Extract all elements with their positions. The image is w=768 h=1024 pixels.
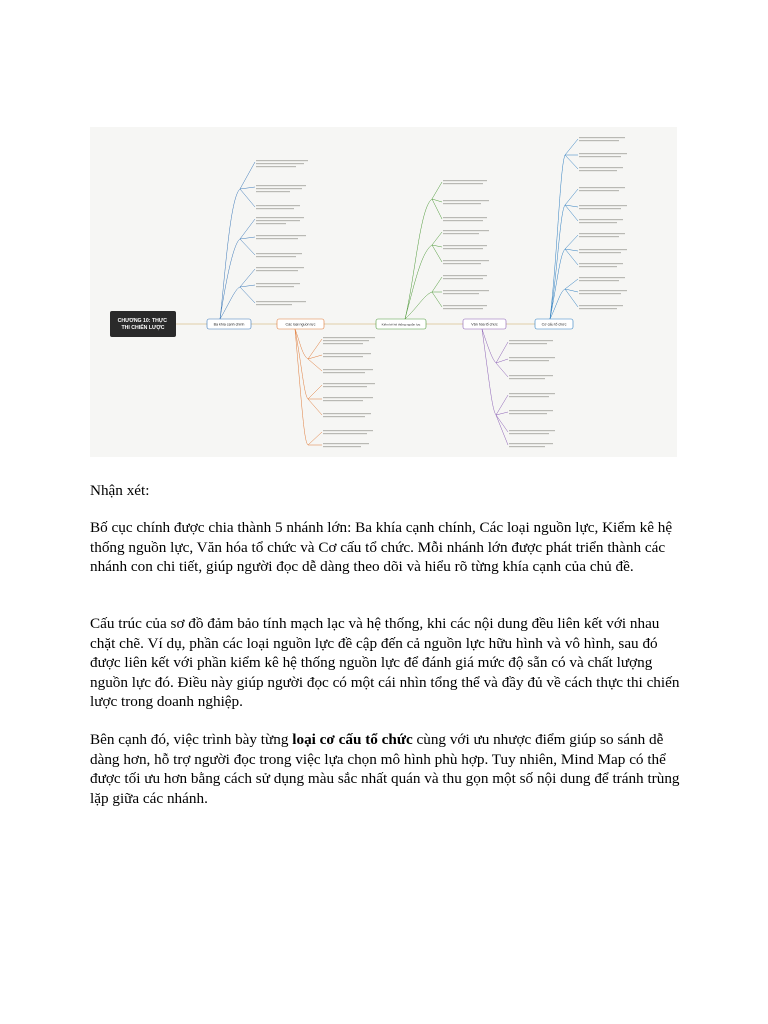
paragraph-2-text: Cấu trúc của sơ đồ đảm bảo tính mạch lạc và hệ thống, khi các nội dung đều liên kết với nhau chặt chẽ. Ví dụ, phần các loại nguồn lực đề cập đến cả nguồn lực hữu hình và vô hình, sau đó được liên kết với phần kiểm kê hệ thống nguồn lực để đánh giá mức độ sẵn có và chất lượng nguồn lực đó. Điều này giúp người đọc có một cái nhìn tổng thể và đầy đủ về cách thực thi chiến lược trong doanh nghiệp.	[90, 615, 680, 710]
paragraph-2	[90, 614, 680, 712]
branch-label-2: Các loại nguồn lực	[285, 322, 316, 327]
branch-label-4: Văn hóa tổ chức	[471, 322, 498, 327]
mind-map-image	[90, 127, 677, 457]
branch-label-3: Kiểm kê hệ thống nguồn lực	[381, 322, 421, 327]
comment-heading	[90, 481, 680, 501]
branch-label-5: Cơ cấu tổ chức	[541, 322, 567, 327]
paragraph-3-text	[90, 730, 680, 808]
paragraph-3	[90, 730, 680, 808]
mind-map-diagram	[90, 127, 677, 457]
branch-label-1: Ba khía cạnh chính	[213, 322, 245, 327]
paragraph-3-part-1: Bên cạnh đó, việc trình bày từng	[90, 731, 293, 748]
paragraph-3-part-2: cùng với ưu nhược điểm giúp so sánh dễ dàng hơn, hỗ trợ người đọc trong việc lựa chọn mô hình phù hợp. Tuy nhiên, Mind Map có thể được tối ưu hơn bằng cách sử dụng màu sắc nhất quán và thu gọn một số nội dung để tránh trùng lặp giữa các nhánh.	[90, 731, 680, 807]
mind-map-root: CHƯƠNG 10: THỰC THI CHIẾN LƯỢC	[117, 318, 167, 331]
paragraph-1-text: Bố cục chính được chia thành 5 nhánh lớn: Ba khía cạnh chính, Các loại nguồn lực, Kiểm kê hệ thống nguồn lực, Văn hóa tổ chức và Cơ cấu tổ chức. Mỗi nhánh lớn được phát triển thành các nhánh con chi tiết, giúp người đọc dễ dàng theo dõi và hiểu rõ từng khía cạnh của chủ đề.	[90, 519, 673, 575]
paragraph-1	[90, 518, 680, 577]
paragraph-3-bold: loại cơ cấu tổ chức	[292, 731, 413, 748]
heading-text: Nhận xét:	[90, 482, 150, 499]
